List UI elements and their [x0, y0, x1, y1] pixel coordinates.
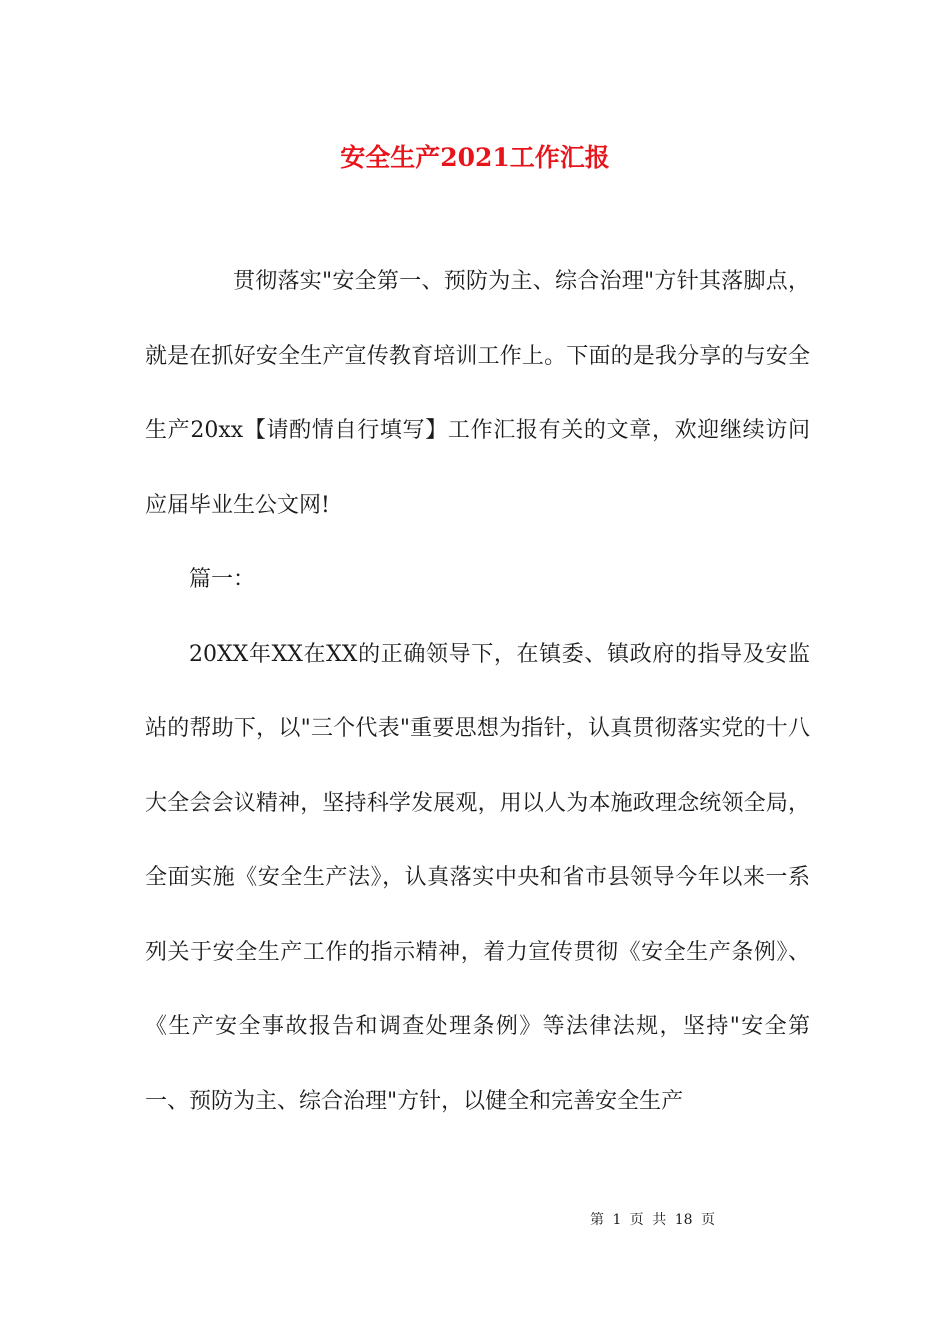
- body-paragraph: 20XX年XX在XX的正确领导下，在镇委、镇政府的指导及安监站的帮助下，以"三个代表"重要思想为指针，认真贯彻落实党的十八大全会会议精神，坚持科学发展观，用以人为本施政理念统领全局，全面实施《安全生产法》，认真落实中央和省市县领导今年以来一系列关于安全生产工作的指示精神，着力宣传贯彻《安全生产条例》、《生产安全事故报告和调查处理条例》等法律法规，坚持"安全第一、预防为主、综合治理"方针，以健全和完善安全生产: [145, 641, 810, 1114]
- document-body: [145, 245, 810, 1139]
- intro-paragraph: 贯彻落实"安全第一、预防为主、综合治理"方针其落脚点，就是在抓好安全生产宣传教育培训工作上。下面的是我分享的与安全生产20xx【请酌情自行填写】工作汇报有关的文章，欢迎继续访问应届毕业生公文网!: [145, 269, 810, 518]
- page-footer: 第 1 页 共 18 页: [590, 1212, 715, 1228]
- document-title: 安全生产2021工作汇报: [340, 143, 610, 172]
- section-heading: 篇一：: [189, 567, 256, 592]
